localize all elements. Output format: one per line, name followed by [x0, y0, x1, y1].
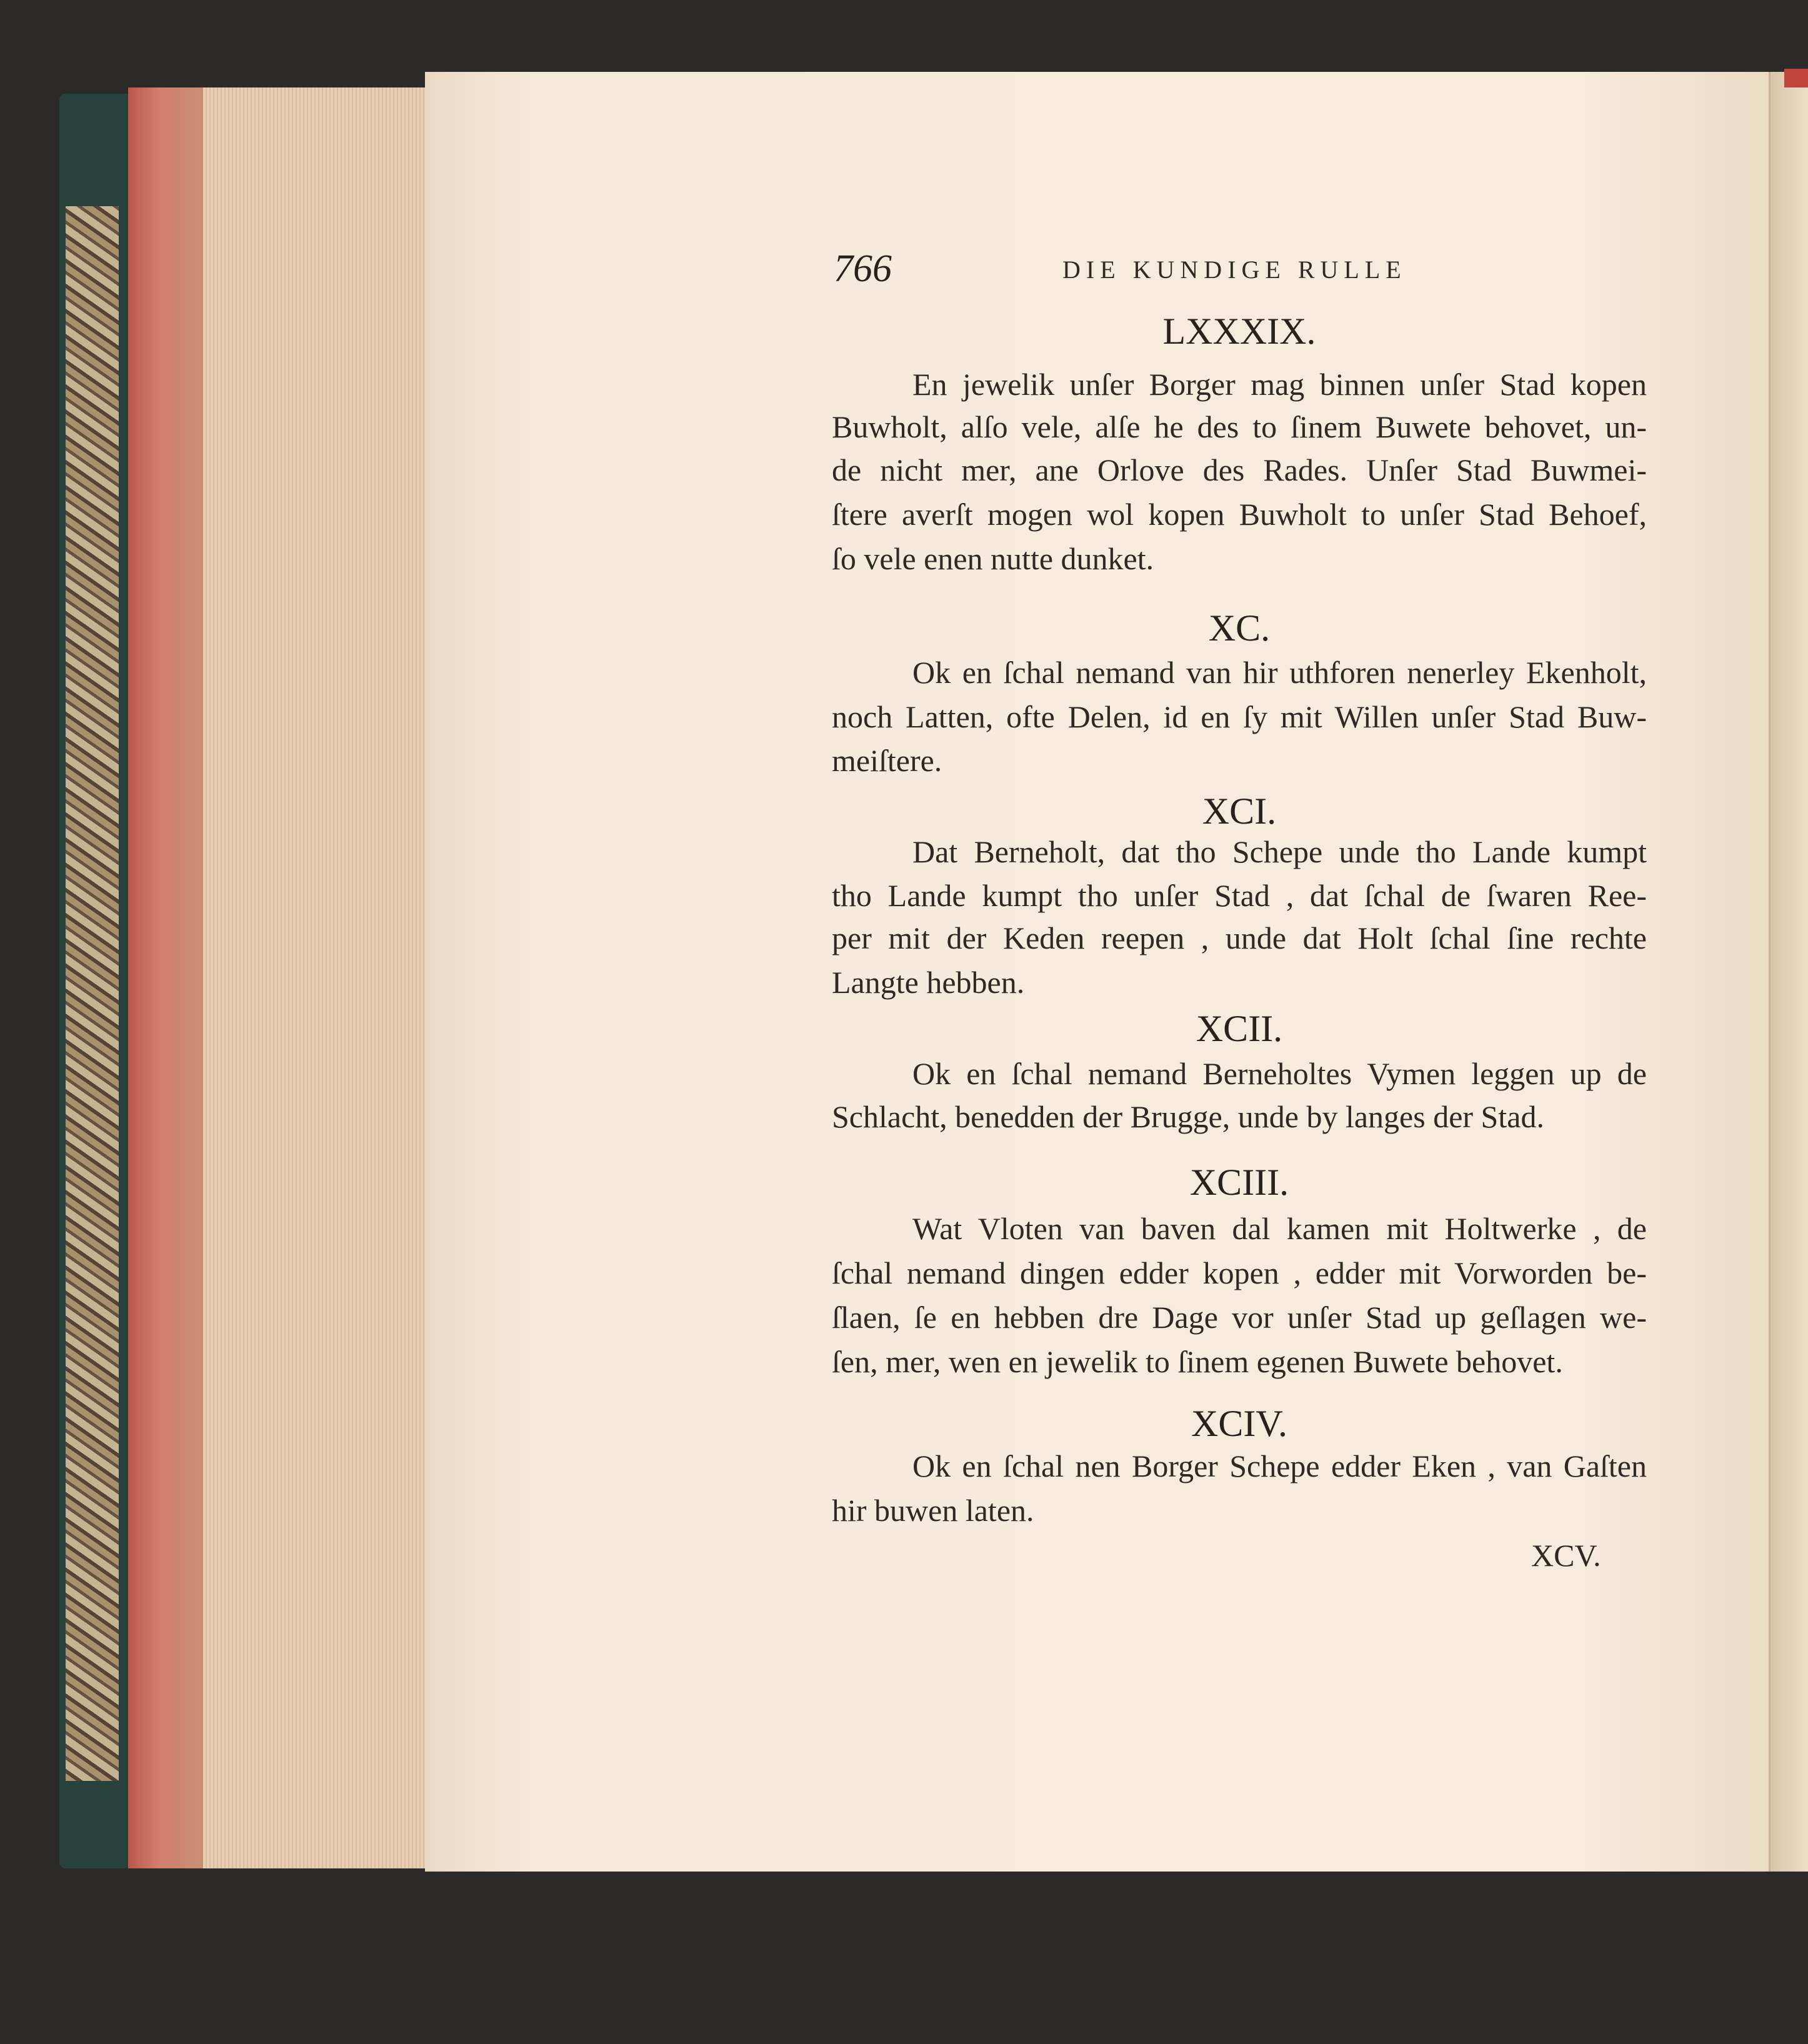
- text-line: ſtere averſt mogen wol kopen Buwholt to unſer Stad Behoef,: [832, 499, 1647, 532]
- text-line: Wat Vloten van baven dal kamen mit Holtwerke , de: [912, 1213, 1647, 1246]
- red-page-edge: [128, 87, 203, 1868]
- text-line: ſen, mer, wen en jewelik to ſinem egenen Buwete behovet.: [832, 1344, 1563, 1379]
- section-heading: XCI.: [1202, 790, 1277, 832]
- text-line: ſchal nemand dingen edder kopen , edder mit Vorworden be-: [832, 1257, 1647, 1290]
- text-line: En jewelik unſer Borger mag binnen unſer Stad kopen: [912, 369, 1647, 402]
- marbled-endpaper: [66, 206, 119, 1781]
- text-line: meiſtere.: [832, 743, 942, 778]
- text-line: Buwholt, alſo vele, alſe he des to ſinem Buwete behovet, un-: [832, 411, 1647, 444]
- section-heading: LXXXIX.: [1162, 311, 1316, 352]
- page-number: 766: [834, 247, 892, 290]
- bookmark-ribbon: [1784, 69, 1808, 87]
- running-title: DIE KUNDIGE RULLE: [1062, 256, 1407, 284]
- text-line: per mit der Keden reepen , unde dat Holt ſchal ſine rechte: [832, 922, 1647, 955]
- section-heading: XC.: [1208, 607, 1271, 649]
- facing-page-edge: [1769, 72, 1808, 1872]
- section-heading: XCIII.: [1189, 1162, 1289, 1203]
- text-line: Ok en ſchal nemand van hir uthforen nenerley Ekenholt,: [912, 657, 1647, 690]
- section-heading: XCIV.: [1191, 1403, 1287, 1444]
- text-line: ſlaen, ſe en hebben dre Dage vor unſer Stad up geſlagen we-: [832, 1302, 1647, 1335]
- text-line: ſo vele enen nutte dunket.: [832, 541, 1154, 576]
- text-line: hir buwen laten.: [832, 1493, 1034, 1528]
- text-line: Ok en ſchal nen Borger Schepe edder Eken , van Gaſten: [912, 1450, 1647, 1483]
- text-line: Ok en ſchal nemand Berneholtes Vymen leggen up de: [912, 1058, 1647, 1091]
- page-stack: [203, 87, 428, 1868]
- text-line: Langte hebben.: [832, 965, 1025, 1000]
- section-heading: XCII.: [1196, 1008, 1283, 1049]
- text-line: de nicht mer, ane Orlove des Rades. Unſer Stad Buwmei-: [832, 454, 1647, 487]
- catchword: XCV.: [1531, 1538, 1601, 1573]
- text-line: Dat Berneholt, dat tho Schepe unde tho Lande kumpt: [912, 836, 1647, 869]
- text-line: tho Lande kumpt tho unſer Stad , dat ſchal de ſwaren Ree-: [832, 880, 1647, 913]
- text-line: noch Latten, ofte Delen, id en ſy mit Willen unſer Stad Buw-: [832, 701, 1647, 734]
- text-line: Schlacht, benedden der Brugge, unde by langes der Stad.: [832, 1099, 1544, 1134]
